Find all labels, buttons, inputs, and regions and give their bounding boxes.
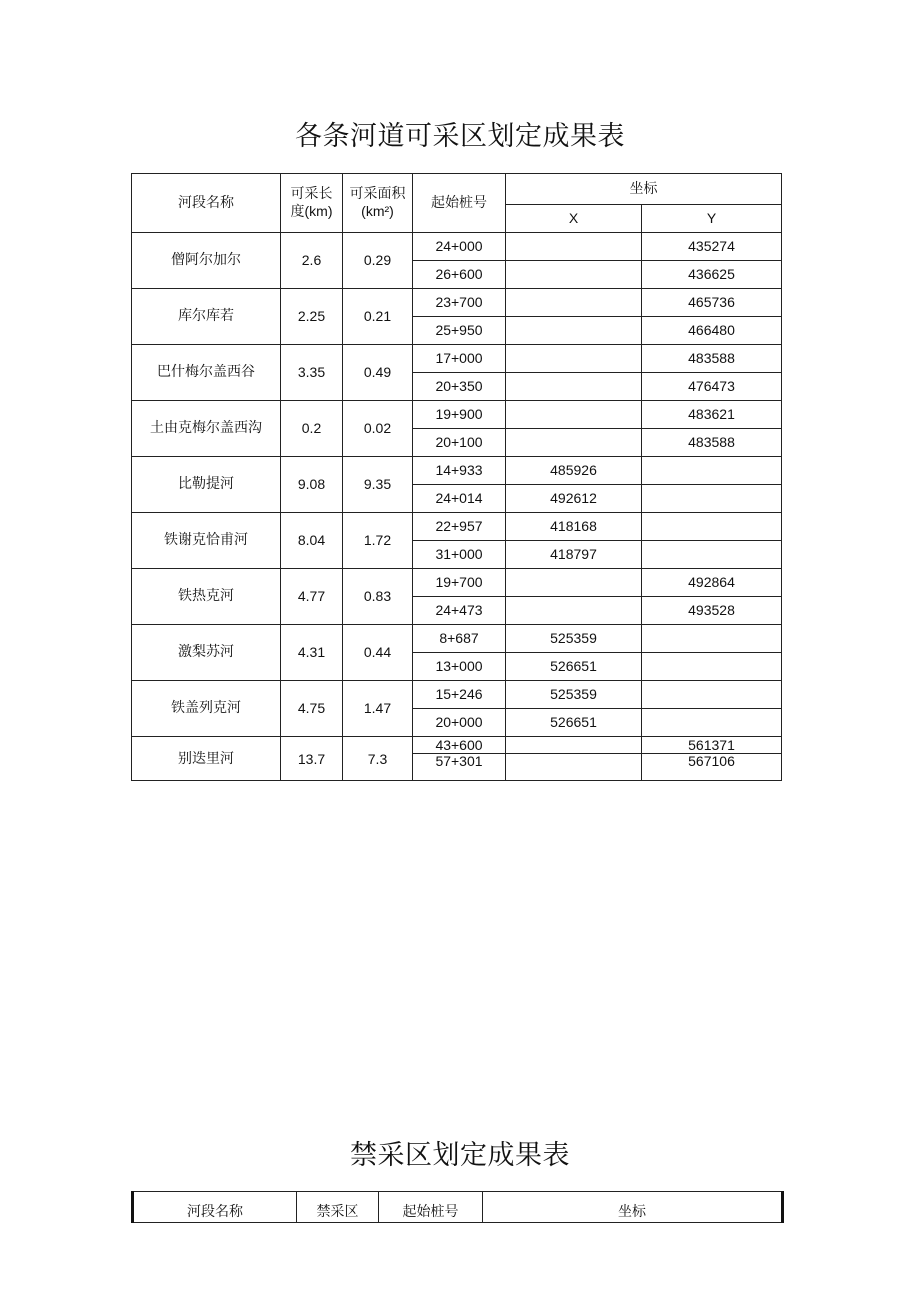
header-y: Y <box>642 205 782 233</box>
cell-y: 561371 <box>642 737 782 754</box>
cell-area: 0.29 <box>343 233 413 289</box>
cell-x <box>506 289 642 317</box>
cell-stake: 19+900 <box>413 401 506 429</box>
header-length <box>281 174 343 233</box>
header2-coords-label: 坐标 <box>618 1204 646 1220</box>
cell-section-name: 别迭里河 <box>132 737 281 781</box>
cell-x: 492612 <box>506 485 642 513</box>
cell-stake: 24+473 <box>413 597 506 625</box>
header2-coords <box>483 1192 783 1223</box>
header-length-line1: 可采长 <box>290 185 333 202</box>
cell-area: 0.02 <box>343 401 413 457</box>
table-row <box>132 401 782 429</box>
cell-length: 13.7 <box>281 737 343 781</box>
cell-y: 492864 <box>642 569 782 597</box>
cell-x <box>506 261 642 289</box>
cell-length: 3.35 <box>281 345 343 401</box>
cell-x: 525359 <box>506 681 642 709</box>
header2-zone <box>297 1192 379 1223</box>
cell-section-name: 比勒提河 <box>132 457 281 513</box>
header2-section-label: 河段名称 <box>187 1204 243 1220</box>
prohibited-area-table <box>131 1191 784 1223</box>
header2-section <box>133 1192 297 1223</box>
header-coords: 坐标 <box>506 174 782 205</box>
cell-x <box>506 233 642 261</box>
cell-y: 465736 <box>642 289 782 317</box>
cell-area: 0.83 <box>343 569 413 625</box>
cell-stake: 17+000 <box>413 345 506 373</box>
cell-x <box>506 317 642 345</box>
cell-y: 483621 <box>642 401 782 429</box>
header-length-line2: 度(km) <box>290 202 333 219</box>
cell-section-name: 僧阿尔加尔 <box>132 233 281 289</box>
cell-area: 0.44 <box>343 625 413 681</box>
cell-area: 7.3 <box>343 737 413 781</box>
cell-x: 526651 <box>506 709 642 737</box>
cell-y <box>642 457 782 485</box>
cell-section-name: 铁谢克恰甫河 <box>132 513 281 569</box>
cell-stake: 23+700 <box>413 289 506 317</box>
cell-stake: 24+000 <box>413 233 506 261</box>
cell-x <box>506 373 642 401</box>
header2-stake-label: 起始桩号 <box>402 1204 459 1220</box>
cell-x: 485926 <box>506 457 642 485</box>
cell-y <box>642 513 782 541</box>
cell-length: 4.75 <box>281 681 343 737</box>
table-row <box>132 681 782 709</box>
header2-zone-label: 禁采区 <box>316 1204 359 1220</box>
cell-x <box>506 401 642 429</box>
cell-area: 0.49 <box>343 345 413 401</box>
table-row <box>132 457 782 485</box>
cell-y: 483588 <box>642 345 782 373</box>
mining-area-table <box>131 173 782 781</box>
cell-section-name: 铁盖列克河 <box>132 681 281 737</box>
cell-area: 1.72 <box>343 513 413 569</box>
cell-section-name: 土由克梅尔盖西沟 <box>132 401 281 457</box>
cell-y <box>642 681 782 709</box>
cell-stake: 20+100 <box>413 429 506 457</box>
cell-y: 436625 <box>642 261 782 289</box>
cell-length: 0.2 <box>281 401 343 457</box>
table-row <box>132 625 782 653</box>
cell-y: 483588 <box>642 429 782 457</box>
cell-area: 0.21 <box>343 289 413 345</box>
cell-stake: 20+350 <box>413 373 506 401</box>
cell-length: 2.25 <box>281 289 343 345</box>
cell-stake: 8+687 <box>413 625 506 653</box>
cell-stake: 43+600 <box>413 737 506 754</box>
cell-x: 418797 <box>506 541 642 569</box>
cell-section-name: 铁热克河 <box>132 569 281 625</box>
cell-section-name: 激梨苏河 <box>132 625 281 681</box>
cell-x <box>506 429 642 457</box>
cell-area: 1.47 <box>343 681 413 737</box>
cell-stake: 57+301 <box>413 754 506 781</box>
header-stake: 起始桩号 <box>413 174 506 233</box>
second-title: 禁采区划定成果表 <box>350 1140 570 1171</box>
table-row <box>132 737 782 754</box>
cell-y <box>642 653 782 681</box>
cell-y <box>642 541 782 569</box>
table-row <box>132 233 782 261</box>
cell-x <box>506 569 642 597</box>
cell-y: 476473 <box>642 373 782 401</box>
header-area-line2: (km²) <box>361 202 394 219</box>
cell-stake: 15+246 <box>413 681 506 709</box>
cell-stake: 26+600 <box>413 261 506 289</box>
cell-area: 9.35 <box>343 457 413 513</box>
cell-y: 567106 <box>642 754 782 781</box>
cell-x: 418168 <box>506 513 642 541</box>
cell-y: 435274 <box>642 233 782 261</box>
cell-stake: 13+000 <box>413 653 506 681</box>
header2-stake <box>379 1192 483 1223</box>
cell-y <box>642 485 782 513</box>
table-row <box>132 345 782 373</box>
header-area-line1: 可采面积 <box>349 185 406 202</box>
page-title: 各条河道可采区划定成果表 <box>295 121 625 152</box>
cell-length: 2.6 <box>281 233 343 289</box>
table-row <box>132 569 782 597</box>
cell-x <box>506 597 642 625</box>
cell-section-name: 库尔库若 <box>132 289 281 345</box>
cell-stake: 31+000 <box>413 541 506 569</box>
cell-x <box>506 737 642 754</box>
table-row <box>132 513 782 541</box>
cell-stake: 24+014 <box>413 485 506 513</box>
cell-stake: 20+000 <box>413 709 506 737</box>
cell-stake: 25+950 <box>413 317 506 345</box>
cell-length: 4.31 <box>281 625 343 681</box>
cell-section-name: 巴什梅尔盖西谷 <box>132 345 281 401</box>
header-x: X <box>506 205 642 233</box>
table-row <box>132 289 782 317</box>
cell-y <box>642 625 782 653</box>
cell-x <box>506 345 642 373</box>
cell-x: 526651 <box>506 653 642 681</box>
cell-length: 9.08 <box>281 457 343 513</box>
cell-y: 493528 <box>642 597 782 625</box>
cell-y: 466480 <box>642 317 782 345</box>
cell-stake: 19+700 <box>413 569 506 597</box>
cell-stake: 22+957 <box>413 513 506 541</box>
header-section: 河段名称 <box>132 174 281 233</box>
cell-y <box>642 709 782 737</box>
cell-length: 4.77 <box>281 569 343 625</box>
cell-x: 525359 <box>506 625 642 653</box>
cell-length: 8.04 <box>281 513 343 569</box>
header-area <box>343 174 413 233</box>
cell-x <box>506 754 642 781</box>
cell-stake: 14+933 <box>413 457 506 485</box>
